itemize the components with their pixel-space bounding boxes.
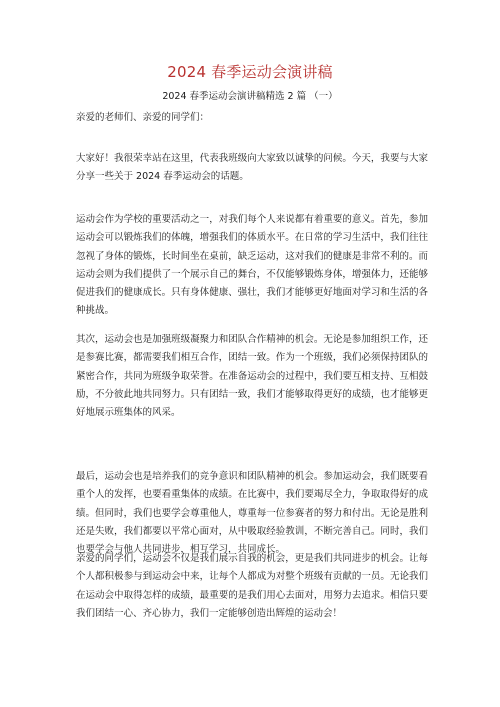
paragraph-body-3: 最后，运动会也是培养我们的竞争意识和团队精神的机会。参加运动会，我们既要看重个人的发挥，也要看重集体的成绩。在比赛中，我们要竭尽全力，争取取得好的成绩。但同时，我们也要学会尊重他人，尊重每一位参赛者的努力和付出。无论是胜利还是失败，我们都要以平常心面对，从中吸取经验教训，不断完善自己。同时，我们也要学会与他人共同进步，相互学习，共同成长。 bbox=[76, 471, 428, 556]
document-title: 2024 春季运动会演讲稿 bbox=[167, 63, 333, 81]
salutation: 亲爱的老师们、亲爱的同学们： bbox=[76, 112, 210, 123]
paragraph-body-2: 其次，运动会也是加强班级凝聚力和团队合作精神的机会。无论是参加组织工作，还是参赛比赛，都需要我们相互合作，团结一致。作为一个班级，我们必须保持团队的紧密合作，共同为班级争取荣誉。在准备运动会的过程中，我们要互相支持、互相鼓励，不分彼此地共同努力。只有团结一致，我们才能够取得更好的成绩，也才能够更好地展示班集体的风采。 bbox=[76, 334, 428, 419]
document-subtitle: 2024 春季运动会演讲稿精选 2 篇 （一） bbox=[162, 91, 338, 102]
paragraph-closing: 亲爱的同学们，运动会不仅是我们展示自我的机会，更是我们共同进步的机会。让每个人都积极参与到运动会中来，让每个人都成为对整个班级有贡献的一员。无论我们在运动会中取得怎样的成绩，最重要的是我们用心去面对，用努力去追求。相信只要我们团结一心、齐心协力，我们一定能够创造出辉煌的运动会！ bbox=[76, 553, 428, 619]
paragraph-body-1: 运动会作为学校的重要活动之一，对我们每个人来说都有着重要的意义。首先，参加运动会可以锻炼我们的体魄，增强我们的体质水平。在日常的学习生活中，我们往往忽视了身体的锻炼，长时间坐在桌前，缺乏运动，这对我们的健康是非常不利的。而运动会则为我们提供了一个展示自己的舞台，不仅能够锻炼身体，增强体力，还能够促进我们的健康成长。只有身体健康、强壮，我们才能够更好地面对学习和生活的各种挑战。 bbox=[76, 214, 428, 317]
paragraph-greeting: 大家好！我很荣幸站在这里，代表我班级向大家致以诚挚的问候。今天，我要与大家分享一些关于 2024 春季运动会的话题。 bbox=[76, 153, 428, 183]
